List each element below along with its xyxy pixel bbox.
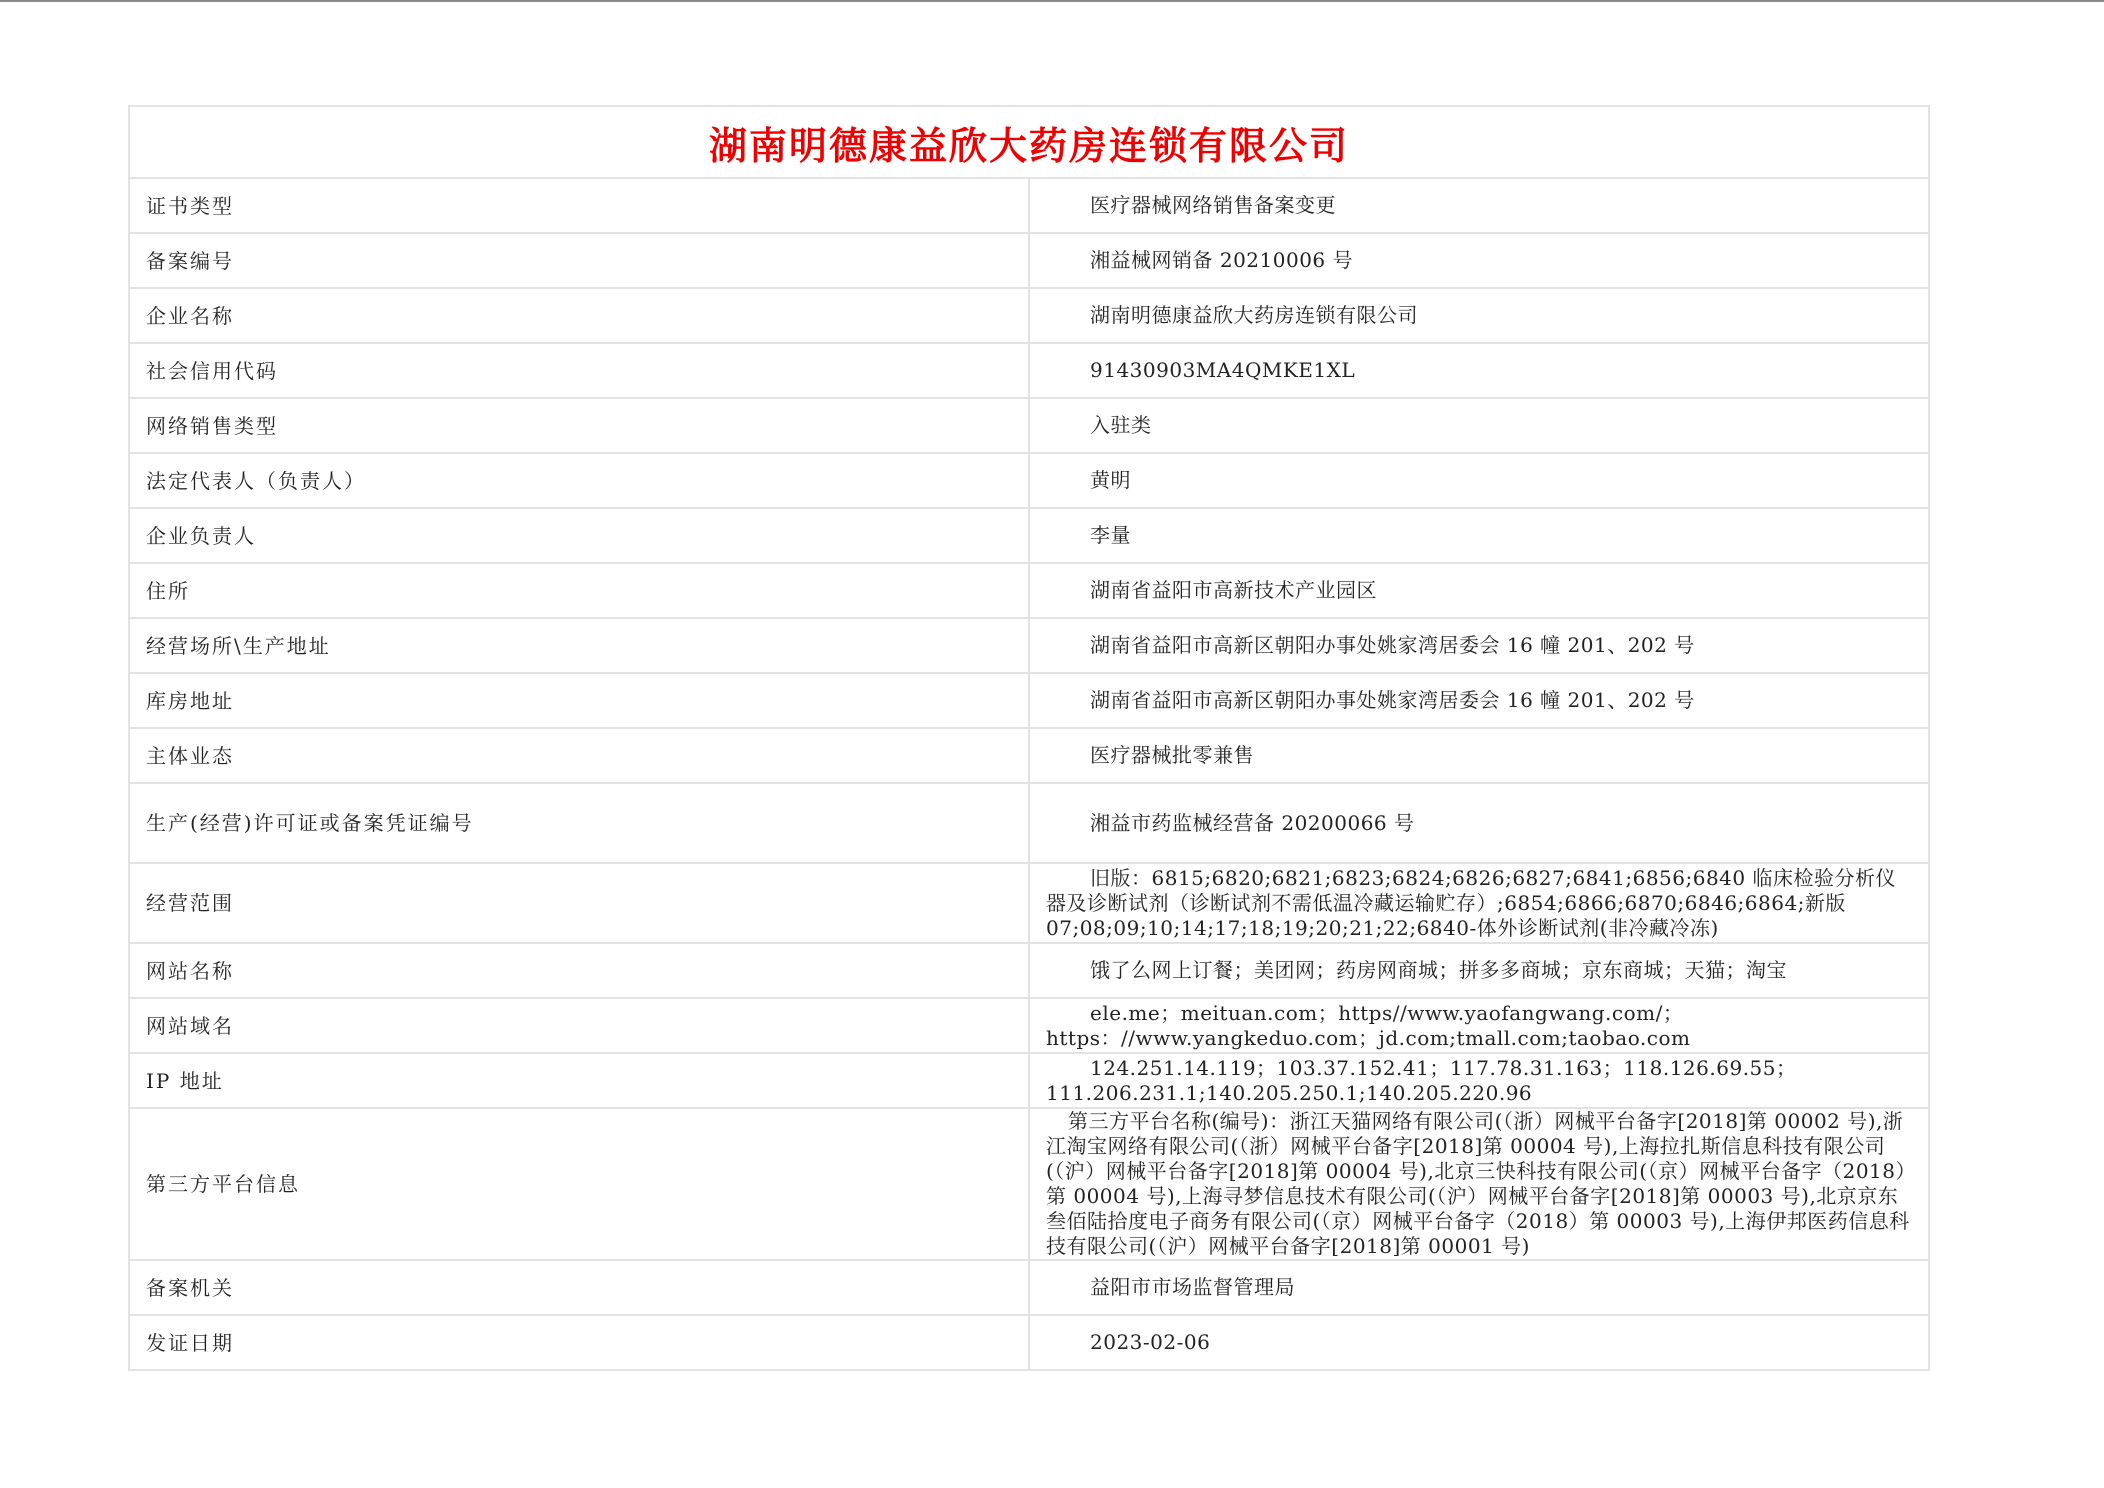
row-value-certificate-type: 医疗器械网络销售备案变更 xyxy=(1029,178,1929,233)
page-top-rule xyxy=(0,0,2104,2)
filing-record-table xyxy=(128,105,1930,1371)
row-label-business-form: 主体业态 xyxy=(129,728,1029,783)
row-value-company-principal: 李量 xyxy=(1029,508,1929,563)
table-row xyxy=(129,673,1929,728)
table-row xyxy=(129,233,1929,288)
row-label-business-scope: 经营范围 xyxy=(129,863,1029,943)
table-row xyxy=(129,563,1929,618)
row-label-website-name: 网站名称 xyxy=(129,943,1029,998)
row-label-legal-representative: 法定代表人（负责人） xyxy=(129,453,1029,508)
row-label-domicile: 住所 xyxy=(129,563,1029,618)
row-label-company-name: 企业名称 xyxy=(129,288,1029,343)
row-value-credit-code: 91430903MA4QMKE1XL xyxy=(1029,343,1929,398)
table-row xyxy=(129,783,1929,863)
row-value-business-scope: 旧版：6815;6820;6821;6823;6824;6826;6827;6841;6856;6840 临床检验分析仪器及诊断试剂（诊断试剂不需低温冷藏运输贮存）;6854;6866;6870;6846;6864;新版 07;08;09;10;14;17;18;19;20;21;22;6840-体外诊断试剂(非冷藏冷冻) xyxy=(1029,863,1929,943)
row-value-sales-type: 入驻类 xyxy=(1029,398,1929,453)
row-value-website-domain: ele.me；meituan.com；https//www.yaofangwang.com/；https：//www.yangkeduo.com；jd.com;tmall.com;taobao.com xyxy=(1029,998,1929,1053)
table-row xyxy=(129,453,1929,508)
row-value-third-party-platforms: 第三方平台名称(编号)：浙江天猫网络有限公司(（浙）网械平台备字[2018]第 00002 号),浙江淘宝网络有限公司(（浙）网械平台备字[2018]第 00004 号),上海拉扎斯信息科技有限公司(（沪）网械平台备字[2018]第 00004 号),北京三快科技有限公司(（京）网械平台备字（2018）第 00004 号),上海寻梦信息技术有限公司(（沪）网械平台备字[2018]第 00003 号),北京京东叁佰陆拾度电子商务有限公司(（京）网械平台备字（2018）第 00003 号),上海伊邦医药信息科技有限公司(（沪）网械平台备字[2018]第 00001 号) xyxy=(1029,1108,1929,1260)
row-value-ip-address: 124.251.14.119；103.37.152.41；117.78.31.163；118.126.69.55；111.206.231.1;140.205.250.1;140.205.220.96 xyxy=(1029,1053,1929,1108)
table-row xyxy=(129,863,1929,943)
row-value-domicile: 湖南省益阳市高新技术产业园区 xyxy=(1029,563,1929,618)
title-row xyxy=(129,106,1929,178)
table-row xyxy=(129,1108,1929,1260)
table-row xyxy=(129,288,1929,343)
table-row xyxy=(129,728,1929,783)
row-label-business-address: 经营场所\生产地址 xyxy=(129,618,1029,673)
table-row xyxy=(129,1315,1929,1370)
row-label-sales-type: 网络销售类型 xyxy=(129,398,1029,453)
row-value-company-name: 湖南明德康益欣大药房连锁有限公司 xyxy=(1029,288,1929,343)
row-label-company-principal: 企业负责人 xyxy=(129,508,1029,563)
row-value-business-form: 医疗器械批零兼售 xyxy=(1029,728,1929,783)
row-value-website-name: 饿了么网上订餐；美团网；药房网商城；拼多多商城；京东商城；天猫；淘宝 xyxy=(1029,943,1929,998)
row-label-issue-date: 发证日期 xyxy=(129,1315,1029,1370)
row-value-business-address: 湖南省益阳市高新区朝阳办事处姚家湾居委会 16 幢 201、202 号 xyxy=(1029,618,1929,673)
table-row xyxy=(129,508,1929,563)
row-value-legal-representative: 黄明 xyxy=(1029,453,1929,508)
table-row xyxy=(129,1053,1929,1108)
table-row xyxy=(129,1260,1929,1315)
row-value-license-number: 湘益市药监械经营备 20200066 号 xyxy=(1029,783,1929,863)
row-value-filing-number: 湘益械网销备 20210006 号 xyxy=(1029,233,1929,288)
row-label-filing-number: 备案编号 xyxy=(129,233,1029,288)
row-value-issue-date: 2023-02-06 xyxy=(1029,1315,1929,1370)
table-row xyxy=(129,618,1929,673)
row-label-credit-code: 社会信用代码 xyxy=(129,343,1029,398)
table-row xyxy=(129,343,1929,398)
title-cell xyxy=(129,106,1929,178)
table-row xyxy=(129,943,1929,998)
table-row xyxy=(129,178,1929,233)
row-label-filing-authority: 备案机关 xyxy=(129,1260,1029,1315)
table-row xyxy=(129,398,1929,453)
table-row xyxy=(129,998,1929,1053)
row-value-filing-authority: 益阳市市场监督管理局 xyxy=(1029,1260,1929,1315)
row-label-website-domain: 网站域名 xyxy=(129,998,1029,1053)
row-label-license-number: 生产(经营)许可证或备案凭证编号 xyxy=(129,783,1029,863)
row-label-warehouse-address: 库房地址 xyxy=(129,673,1029,728)
row-label-ip-address: IP 地址 xyxy=(129,1053,1029,1108)
row-label-third-party-platforms: 第三方平台信息 xyxy=(129,1108,1029,1260)
row-value-warehouse-address: 湖南省益阳市高新区朝阳办事处姚家湾居委会 16 幢 201、202 号 xyxy=(1029,673,1929,728)
row-label-certificate-type: 证书类型 xyxy=(129,178,1029,233)
company-title: 湖南明德康益欣大药房连锁有限公司 xyxy=(708,122,1349,168)
